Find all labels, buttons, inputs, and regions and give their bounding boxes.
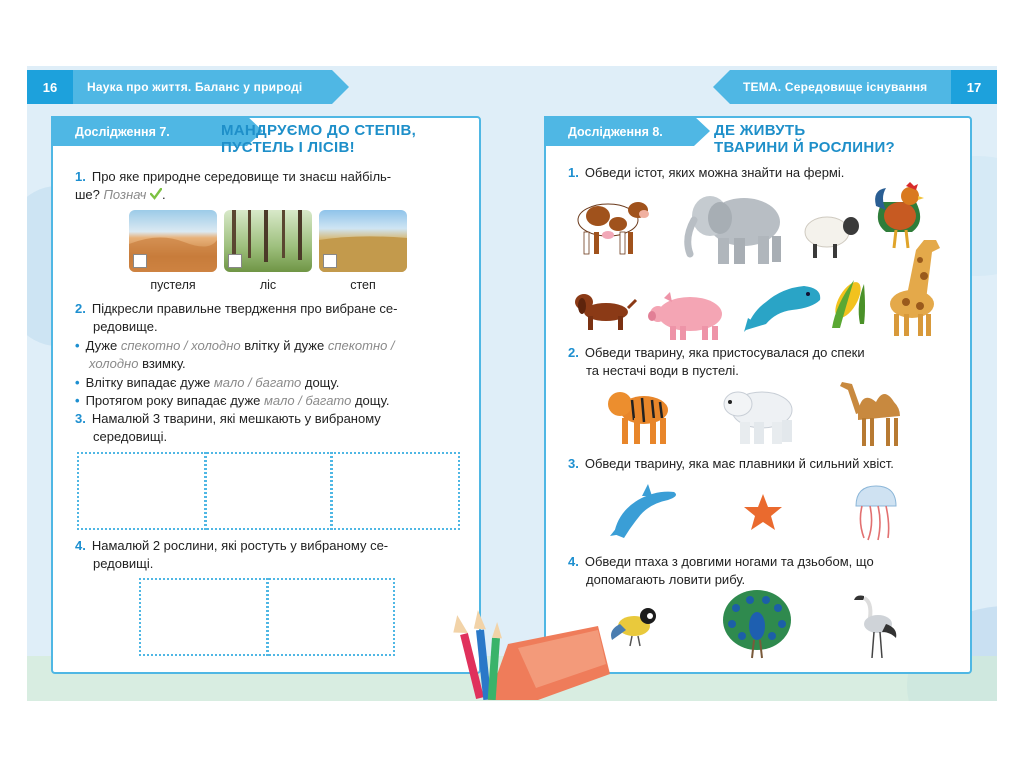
elephant-icon[interactable] xyxy=(678,186,794,268)
jellyfish-icon[interactable] xyxy=(850,482,902,542)
drawing-area-animal-3[interactable] xyxy=(330,452,460,530)
question-number: 4. xyxy=(568,554,579,569)
question-text: Обведи тварину, яка пристосувалася до спеки xyxy=(584,345,865,360)
question-4 xyxy=(75,537,475,573)
question-2 xyxy=(75,300,475,336)
corn-icon[interactable] xyxy=(826,274,870,332)
page-header-title: ТЕМА. Середовище існування xyxy=(743,80,928,94)
question-text: редовищі. xyxy=(93,556,154,571)
question-number: 2. xyxy=(75,301,86,316)
statement-2: • Влітку випадає дуже мало / багато дощу. xyxy=(75,375,340,390)
choice-option[interactable]: мало / багато xyxy=(264,393,352,408)
question-1 xyxy=(568,164,968,182)
research-7-card xyxy=(51,116,481,674)
drawing-area-plant-2[interactable] xyxy=(266,578,395,656)
tiger-icon[interactable] xyxy=(604,382,676,448)
choice-option[interactable]: холодно xyxy=(89,356,139,371)
question-text: Підкресли правильне твердження про вибране се- xyxy=(91,301,398,316)
question-text: Обведи тварину, яка має плавники й сильний хвіст. xyxy=(584,456,894,471)
question-text: Намалюй 2 рослини, які ростуть у вибраному се- xyxy=(91,538,389,553)
desert-checkbox[interactable] xyxy=(133,254,147,268)
forest-photo xyxy=(224,210,312,272)
crane-icon[interactable] xyxy=(850,588,900,662)
right-page-header xyxy=(713,70,997,104)
left-page-header xyxy=(27,70,349,104)
title-line: ДЕ ЖИВУТЬ xyxy=(714,122,806,139)
choice-option[interactable]: спекотно / холодно xyxy=(120,338,241,353)
question-3 xyxy=(568,455,968,473)
question-text: та нестачі води в пустелі. xyxy=(586,363,739,378)
statement-text: дощу. xyxy=(354,393,390,408)
hint-text: Познач xyxy=(103,187,147,202)
question-number: 2. xyxy=(568,345,579,360)
pig-icon[interactable] xyxy=(646,290,730,344)
checkmark-icon xyxy=(150,188,162,200)
starfish-icon[interactable] xyxy=(742,492,784,532)
question-text: Намалюй 3 тварини, які мешкають у вибраному xyxy=(91,411,381,426)
question-number: 4. xyxy=(75,538,86,553)
titmouse-icon[interactable] xyxy=(608,602,662,648)
dachshund-icon[interactable] xyxy=(572,286,638,336)
photo-caption: пустеля xyxy=(150,278,196,292)
question-text: Про яке природне середовище ти знаєш найбіль- xyxy=(91,169,392,184)
question-number: 1. xyxy=(568,165,579,180)
question-2 xyxy=(568,344,968,380)
statement-text: дощу. xyxy=(304,375,340,390)
statement-text: взимку. xyxy=(142,356,186,371)
page-number: 17 xyxy=(951,70,997,104)
choice-option[interactable]: мало / багато xyxy=(213,375,302,390)
camel-icon[interactable] xyxy=(838,376,918,450)
drawing-area-animal-1[interactable] xyxy=(77,452,207,530)
research-title xyxy=(714,122,895,156)
question-text: допомагають ловити рибу. xyxy=(586,572,746,587)
desert-photo xyxy=(129,210,217,272)
statement-3: • Протягом року випадає дуже мало / багато дощу. xyxy=(75,393,390,408)
question-text: Обведи птаха з довгими ногами та дзьобом, що xyxy=(584,554,874,569)
statement-text: Протягом року випадає дуже xyxy=(85,393,261,408)
statement-text: влітку й дуже xyxy=(244,338,325,353)
peacock-icon[interactable] xyxy=(720,586,794,662)
question-3 xyxy=(75,410,475,446)
question-1: 1. Про яке природне середовище ти знаєш найбіль- ше? Познач . xyxy=(75,169,392,202)
dolphin-icon[interactable] xyxy=(608,478,682,540)
cow-icon[interactable] xyxy=(570,190,650,262)
photo-caption: ліс xyxy=(259,278,277,292)
title-line: МАНДРУЄМО ДО СТЕПІВ, xyxy=(221,122,417,139)
giraffe-icon[interactable] xyxy=(876,230,956,338)
title-line: ПУСТЕЛЬ І ЛІСІВ! xyxy=(221,139,355,156)
sheep-icon[interactable] xyxy=(801,210,861,262)
statement-1: • Дуже спекотно / холодно влітку й дуже спекотно / холодно взимку. xyxy=(75,338,395,371)
question-number: 3. xyxy=(568,456,579,471)
question-text: редовище. xyxy=(93,319,158,334)
research-label: Дослідження 7. xyxy=(75,125,170,139)
question-text: Обведи істот, яких можна знайти на фермі. xyxy=(584,165,845,180)
question-text: ше? xyxy=(75,187,100,202)
page-header-title: Наука про життя. Баланс у природі xyxy=(87,80,303,94)
statement-text: Дуже xyxy=(85,338,118,353)
steppe-photo xyxy=(319,210,407,272)
research-8-card xyxy=(544,116,972,674)
question-number: 1. xyxy=(75,169,86,184)
drawing-area-animal-2[interactable] xyxy=(204,452,333,530)
choice-option[interactable]: спекотно / xyxy=(327,338,395,353)
polar-bear-icon[interactable] xyxy=(718,382,802,448)
question-4 xyxy=(568,553,968,589)
forest-checkbox[interactable] xyxy=(228,254,242,268)
pencils-icon xyxy=(448,604,614,700)
research-title xyxy=(221,122,416,156)
statement-text: Влітку випадає дуже xyxy=(85,375,211,390)
research-label: Дослідження 8. xyxy=(568,125,663,139)
question-number: 3. xyxy=(75,411,86,426)
steppe-checkbox[interactable] xyxy=(323,254,337,268)
question-text: середовищі. xyxy=(93,429,168,444)
photo-caption: степ xyxy=(350,278,376,292)
page-number: 16 xyxy=(27,70,73,104)
title-line: ТВАРИНИ Й РОСЛИНИ? xyxy=(714,139,896,156)
whale-icon[interactable] xyxy=(742,272,824,336)
drawing-area-plant-1[interactable] xyxy=(139,578,269,656)
